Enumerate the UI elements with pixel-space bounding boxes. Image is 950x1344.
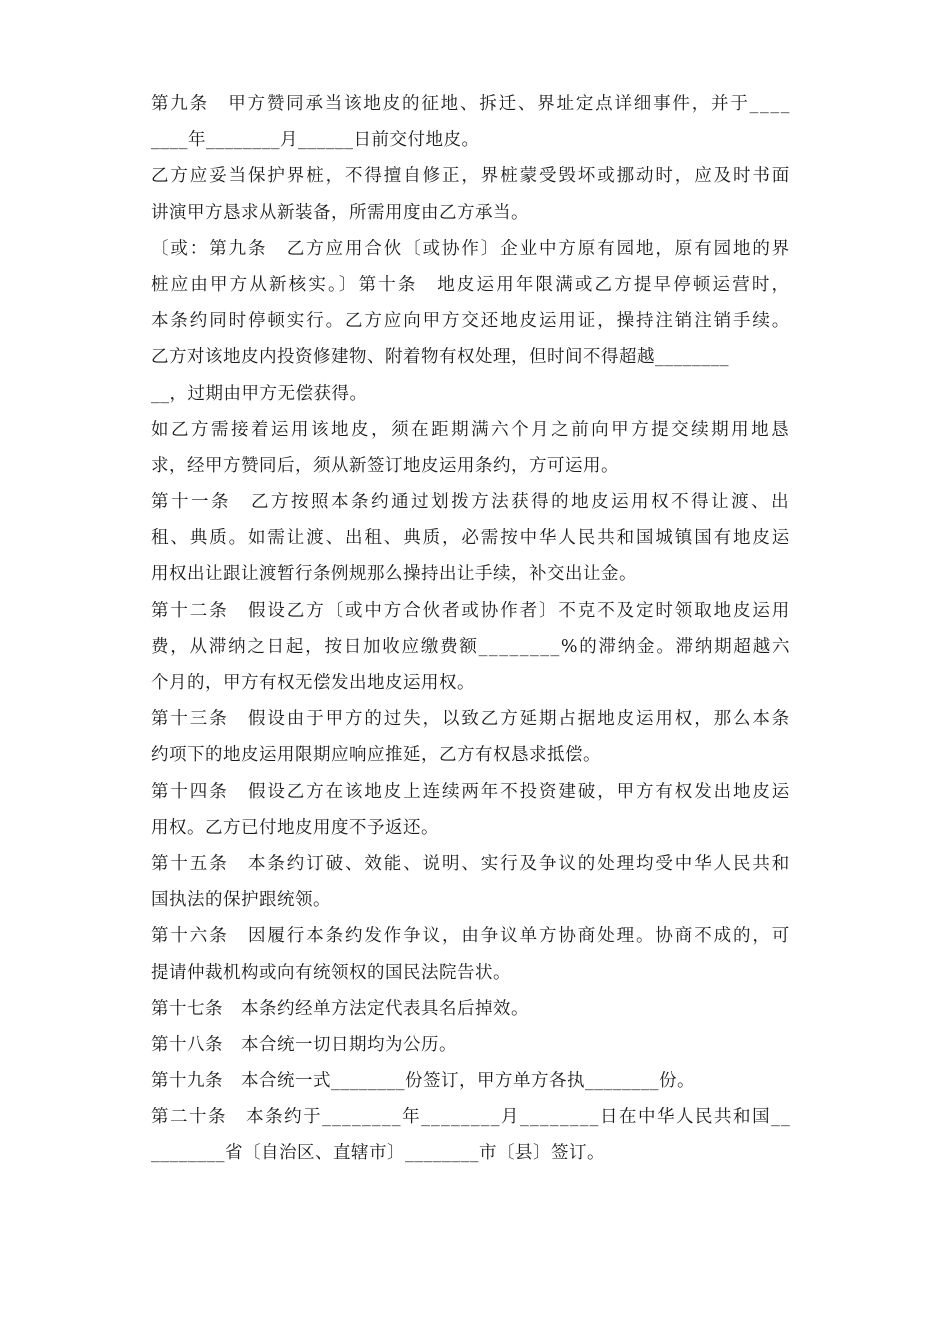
- text-line: 第十八条 本合统一切日期均为公历。: [151, 1034, 457, 1055]
- text-line: 乙方应妥当保护界桩，不得擅自修正，界桩蒙受毁坏或挪动时，应及时书面: [151, 166, 791, 187]
- text-line: 费，从滞纳之日起，按日加收应缴费额________%的滞纳金。滞纳期超越六: [151, 636, 791, 657]
- text-line: 第十七条 本条约经单方法定代表具名后掉效。: [151, 998, 529, 1019]
- text-line: 第十六条 因履行本条约发作争议，由争议单方协商处理。协商不成的，可: [151, 926, 791, 947]
- contract-text-body: [151, 86, 791, 1172]
- text-line: 讲演甲方恳求从新装备，所需用度由乙方承当。: [151, 202, 529, 223]
- text-line: 本条约同时停顿实行。乙方应向甲方交还地皮运用证，操持注销注销手续。: [151, 311, 791, 332]
- text-line: 约项下的地皮运用限期应响应推延，乙方有权恳求抵偿。: [151, 745, 601, 766]
- text-line: 用权出让跟让渡暂行条例规那么操持出让手续，补交出让金。: [151, 564, 637, 585]
- text-line: 第十一条 乙方按照本条约通过划拨方法获得的地皮运用权不得让渡、出: [151, 492, 791, 513]
- text-line: 第十三条 假设由于甲方的过失，以致乙方延期占据地皮运用权，那么本条: [151, 709, 791, 730]
- text-line: __，过期由甲方无偿获得。: [151, 383, 368, 404]
- text-line: 如乙方需接着运用该地皮，须在距期满六个月之前向甲方提交续期用地恳: [151, 419, 791, 440]
- text-line: 个月的，甲方有权无偿发出地皮运用权。: [151, 673, 475, 693]
- text-line: 〔或：第九条 乙方应用合伙〔或协作〕企业中方原有园地，原有园地的界: [151, 238, 791, 259]
- text-line: 第二十条 本条约于________年________月________日在中华人民共和国__: [151, 1107, 791, 1128]
- text-line: ____年________月______日前交付地皮。: [151, 130, 480, 151]
- text-line: ________省〔自治区、直辖市〕________市〔县〕签订。: [151, 1143, 605, 1164]
- text-line: 第十九条 本合统一式________份签订，甲方单方各执________份。: [151, 1071, 695, 1092]
- text-line: 乙方对该地皮内投资修建物、附着物有权处理，但时间不得超越________: [151, 347, 729, 368]
- text-line: 第十四条 假设乙方在该地皮上连续两年不投资建破，甲方有权发出地皮运: [151, 781, 791, 802]
- text-line: 第十二条 假设乙方〔或中方合伙者或协作者〕不克不及定时领取地皮运用: [151, 600, 791, 621]
- text-line: 桩应由甲方从新核实。〕第十条 地皮运用年限满或乙方提早停顿运营时，: [151, 274, 791, 295]
- text-line: 国执法的保护跟统领。: [151, 890, 331, 911]
- text-line: 第十五条 本条约订破、效能、说明、实行及争议的处理均受中华人民共和: [151, 853, 791, 874]
- text-line: 租、典质。如需让渡、出租、典质，必需按中华人民共和国城镇国有地皮运: [151, 528, 791, 549]
- text-line: 用权。乙方已付地皮用度不予返还。: [151, 817, 439, 838]
- text-line: 求，经甲方赞同后，须从新签订地皮运用条约，方可运用。: [151, 455, 619, 476]
- text-line: 第九条 甲方赞同承当该地皮的征地、拆迁、界址定点详细事件，并于____: [151, 94, 791, 114]
- text-line: 提请仲裁机构或向有统领权的国民法院告状。: [151, 962, 511, 983]
